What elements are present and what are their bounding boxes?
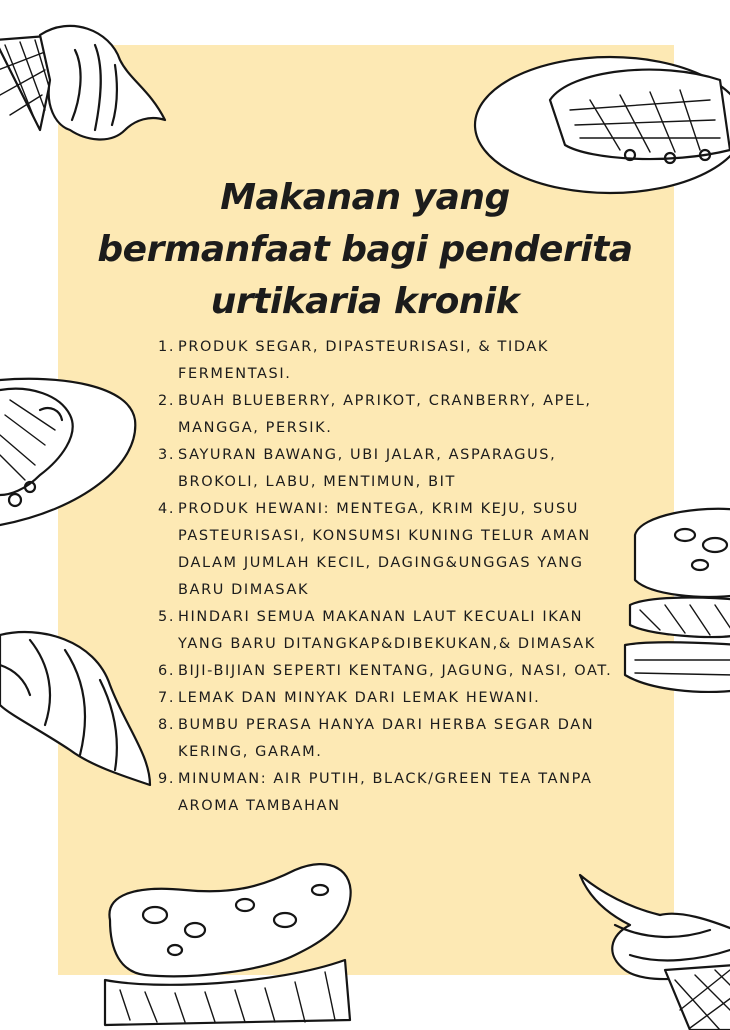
item-number: 4.: [158, 501, 176, 517]
item-text: BUAH BLUEBERRY, APRIKOT, CRANBERRY, APEL, MANGGA, PERSIK.: [178, 393, 592, 436]
item-number: 8.: [158, 717, 176, 733]
item-number: 3.: [158, 447, 176, 463]
list-item: [158, 712, 618, 766]
croissant-icon: [0, 625, 155, 790]
item-text: PRODUK SEGAR, DIPASTEURISASI, & TIDAK FERMENTASI.: [178, 339, 549, 382]
food-list: [158, 334, 618, 820]
item-number: 2.: [158, 393, 176, 409]
item-number: 9.: [158, 771, 176, 787]
list-item: [158, 334, 618, 388]
soft-serve-cone-icon: [570, 870, 730, 1030]
item-number: 1.: [158, 339, 176, 355]
page-title: [60, 172, 670, 328]
title-line-1: Makanan yang: [220, 177, 510, 218]
list-item: [158, 442, 618, 496]
list-item: [158, 685, 618, 712]
salad-plate-icon: [0, 375, 145, 535]
item-text: HINDARI SEMUA MAKANAN LAUT KECUALI IKAN YANG BARU DITANGKAP&DIBEKUKAN,& DIMASAK: [178, 609, 596, 652]
item-number: 7.: [158, 690, 176, 706]
item-text: BUMBU PERASA HANYA DARI HERBA SEGAR DAN KERING, GARAM.: [178, 717, 595, 760]
item-text: SAYURAN BAWANG, UBI JALAR, ASPARAGUS, BROKOLI, LABU, MENTIMUN, BIT: [178, 447, 557, 490]
item-text: MINUMAN: AIR PUTIH, BLACK/GREEN TEA TANPA AROMA TAMBAHAN: [178, 771, 593, 814]
item-number: 6.: [158, 663, 176, 679]
burger-icon: [620, 505, 730, 700]
list-item: [158, 496, 618, 604]
list-item: [158, 766, 618, 820]
item-text: LEMAK DAN MINYAK DARI LEMAK HEWANI.: [178, 690, 541, 706]
list-item: [158, 388, 618, 442]
item-text: PRODUK HEWANI: MENTEGA, KRIM KEJU, SUSU PASTEURISASI, KONSUMSI KUNING TELUR AMAN DALAM JUMLAH KECIL, DAGING&UNGGAS YANG BARU DIMASAK: [178, 501, 591, 598]
title-line-2: bermanfaat bagi penderita: [97, 229, 633, 270]
sandwich-icon: [95, 860, 365, 1025]
item-text: BIJI-BIJIAN SEPERTI KENTANG, JAGUNG, NASI, OAT.: [178, 663, 613, 679]
ice-cream-cone-icon: [0, 10, 180, 150]
list-item: [158, 658, 618, 685]
item-number: 5.: [158, 609, 176, 625]
list-item: [158, 604, 618, 658]
title-line-3: urtikaria kronik: [210, 281, 520, 322]
